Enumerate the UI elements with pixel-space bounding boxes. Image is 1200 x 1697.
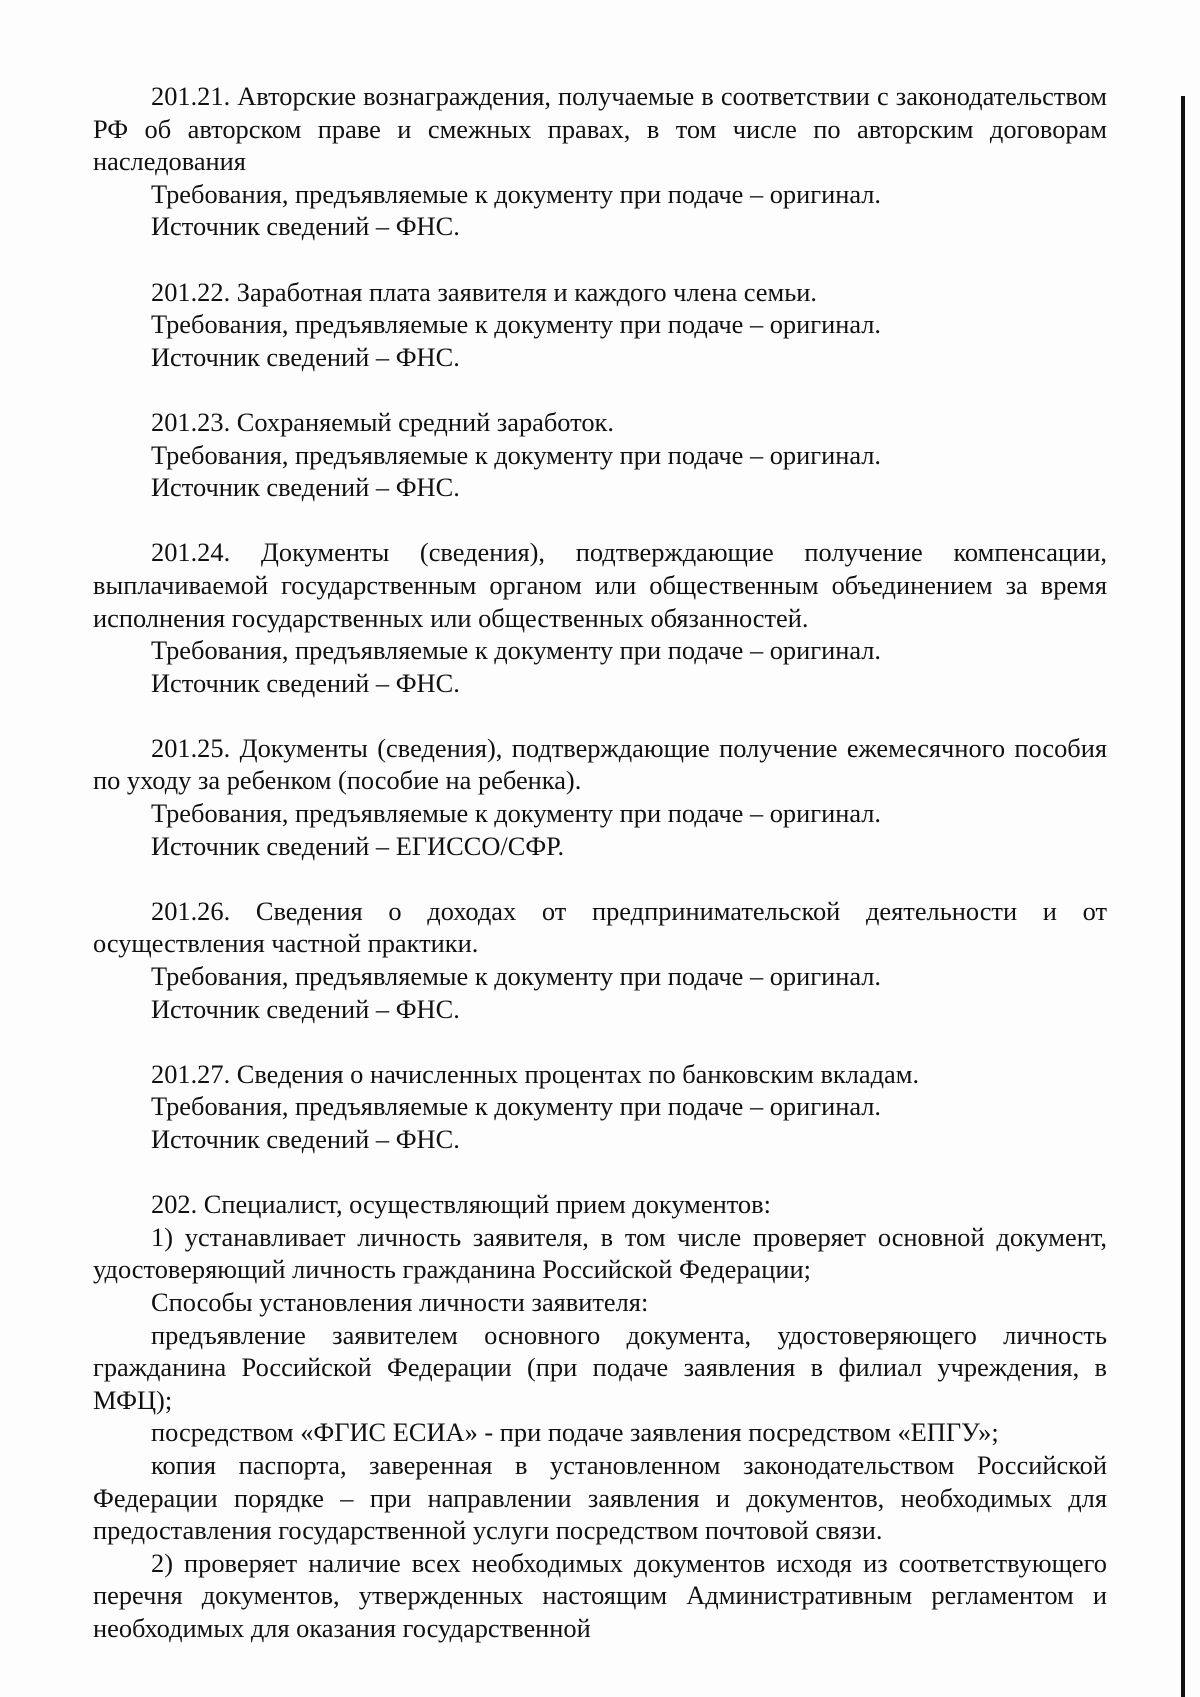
item-source-201-24: Источник сведений – ФНС.	[151, 667, 460, 698]
item-source-201-21: Источник сведений – ФНС.	[151, 211, 460, 242]
section-202-point-1: 1) устанавливает личность заявителя, в том числе проверяет основной документ, удостоверяющий личность гражданина Российской Федерации;	[93, 1221, 1107, 1285]
spacer	[93, 862, 1107, 895]
item-source-201-25: Источник сведений – ЕГИССО/СФР.	[151, 830, 565, 861]
item-heading-201-21: 201.21. Авторские вознаграждения, получаемые в соответствии с законодательством РФ об авторском праве и смежных правах, в том числе по авторским договорам наследования	[93, 81, 1107, 177]
item-heading-201-27: 201.27. Сведения о начисленных процентах по банковским вкладам.	[151, 1058, 920, 1089]
item-source-201-27: Источник сведений – ФНС.	[151, 1124, 460, 1154]
spacer	[93, 243, 1107, 276]
item-requirement-201-25: Требования, предъявляемые к документу при подаче – оригинал.	[151, 798, 882, 829]
item-heading-201-25: 201.25. Документы (сведения), подтверждающие получение ежемесячного пособия по уходу за ребенком (пособие на ребенка).	[93, 732, 1107, 796]
item-source-201-22: Источник сведений – ФНС.	[151, 341, 460, 372]
spacer	[93, 699, 1107, 732]
section-202-intro: 202. Специалист, осуществляющий прием документов:	[151, 1189, 771, 1220]
item-heading-201-22: 201.22. Заработная плата заявителя и каждого члена семьи.	[151, 276, 817, 307]
item-source-201-26: Источник сведений – ФНС.	[151, 993, 460, 1024]
spacer	[93, 373, 1107, 406]
section-202-method-1: предъявление заявителем основного документа, удостоверяющего личность гражданина Российской Федерации (при подаче заявления в филиал учреждения, в МФЦ);	[93, 1319, 1107, 1415]
document-body	[93, 80, 1107, 1645]
item-heading-201-26: 201.26. Сведения о доходах от предпринимательской деятельности и от осуществления частной практики.	[93, 895, 1107, 959]
section-202-method-2: посредством «ФГИС ЕСИА» - при подаче заявления посредством «ЕПГУ»;	[151, 1417, 999, 1448]
spacer	[93, 1025, 1107, 1058]
item-source-201-23: Источник сведений – ФНС.	[151, 472, 460, 503]
scan-edge-line	[1181, 96, 1185, 1697]
item-requirement-201-21: Требования, предъявляемые к документу при подаче – оригинал.	[151, 178, 882, 209]
item-heading-201-24: 201.24. Документы (сведения), подтверждающие получение компенсации, выплачиваемой государственным органом или общественным объединением за время исполнения государственных или общественных обязанностей.	[93, 537, 1107, 633]
item-requirement-201-22: Требования, предъявляемые к документу при подаче – оригинал.	[151, 309, 882, 340]
spacer	[93, 504, 1107, 537]
section-202-point-2: 2) проверяет наличие всех необходимых документов исходя из соответствующего перечня документов, утвержденных настоящим Административным регламентом и необходимых для оказания государственной	[93, 1547, 1107, 1643]
item-requirement-201-23: Требования, предъявляемые к документу при подаче – оригинал.	[151, 439, 882, 470]
item-requirement-201-27: Требования, предъявляемые к документу при подаче – оригинал.	[151, 1091, 882, 1122]
spacer	[93, 1156, 1107, 1189]
section-202-method-3: копия паспорта, заверенная в установленном законодательством Российской Федерации порядке – при направлении заявления и документов, необходимых для предоставления государственной услуги посредством почтовой связи.	[93, 1449, 1107, 1546]
item-requirement-201-26: Требования, предъявляемые к документу при подаче – оригинал.	[151, 961, 882, 992]
section-202-methods-title: Способы установления личности заявителя:	[151, 1286, 649, 1317]
item-requirement-201-24: Требования, предъявляемые к документу при подаче – оригинал.	[151, 635, 882, 666]
item-heading-201-23: 201.23. Сохраняемый средний заработок.	[151, 406, 614, 437]
